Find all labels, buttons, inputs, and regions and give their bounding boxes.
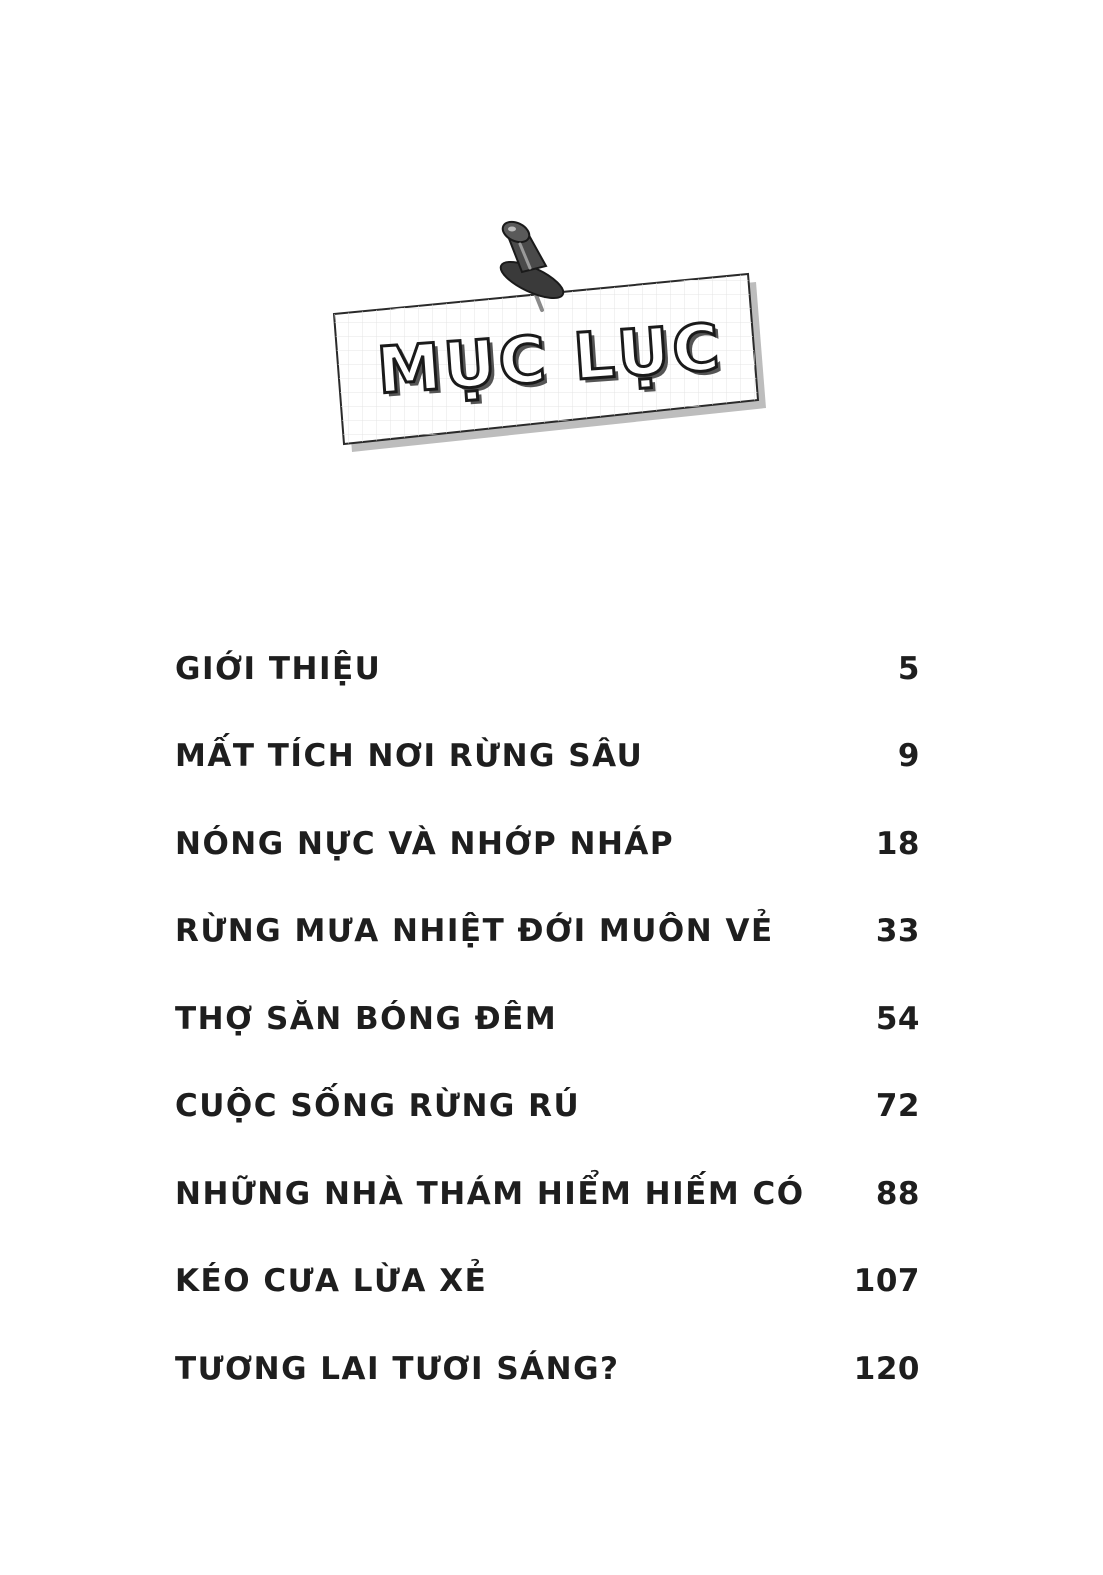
toc-entry-page: 9 (897, 738, 920, 775)
toc-entry-page: 107 (853, 1263, 920, 1300)
table-of-contents (175, 625, 920, 1413)
toc-entry[interactable] (175, 1325, 920, 1413)
toc-entry-title: RỪNG MƯA NHIỆT ĐỚI MUÔN VẺ (175, 913, 774, 950)
toc-entry-page: 18 (875, 825, 920, 862)
sign-board-graphic (320, 210, 780, 460)
toc-entry[interactable] (175, 625, 920, 713)
toc-entry-title: MẤT TÍCH NƠI RỪNG SÂU (175, 738, 644, 775)
toc-entry-title: KÉO CƯA LỪA XẺ (175, 1263, 488, 1300)
toc-entry[interactable] (175, 975, 920, 1063)
toc-entry-page: 54 (875, 1000, 920, 1037)
toc-entry-page: 33 (875, 913, 920, 950)
toc-entry[interactable] (175, 713, 920, 801)
toc-entry[interactable] (175, 1063, 920, 1151)
toc-entry[interactable] (175, 888, 920, 976)
page-title: MỤC LỤC (375, 311, 725, 409)
toc-entry-title: NÓNG NỰC VÀ NHỚP NHÁP (175, 825, 675, 862)
toc-entry-page: 72 (875, 1088, 920, 1125)
title-sign (320, 210, 780, 460)
toc-entry-title: THỢ SĂN BÓNG ĐÊM (175, 1000, 558, 1037)
toc-entry-title: GIỚI THIỆU (175, 650, 382, 687)
toc-entry[interactable] (175, 1150, 920, 1238)
toc-entry-title: NHỮNG NHÀ THÁM HIỂM HIẾM CÓ (175, 1175, 805, 1212)
toc-entry-title: TƯƠNG LAI TƯƠI SÁNG? (175, 1350, 620, 1387)
toc-entry[interactable] (175, 800, 920, 888)
toc-entry-page: 5 (897, 650, 920, 687)
toc-entry-page: 88 (875, 1175, 920, 1212)
toc-entry-page: 120 (853, 1350, 920, 1387)
toc-entry-title: CUỘC SỐNG RỪNG RÚ (175, 1088, 581, 1125)
toc-entry[interactable] (175, 1238, 920, 1326)
